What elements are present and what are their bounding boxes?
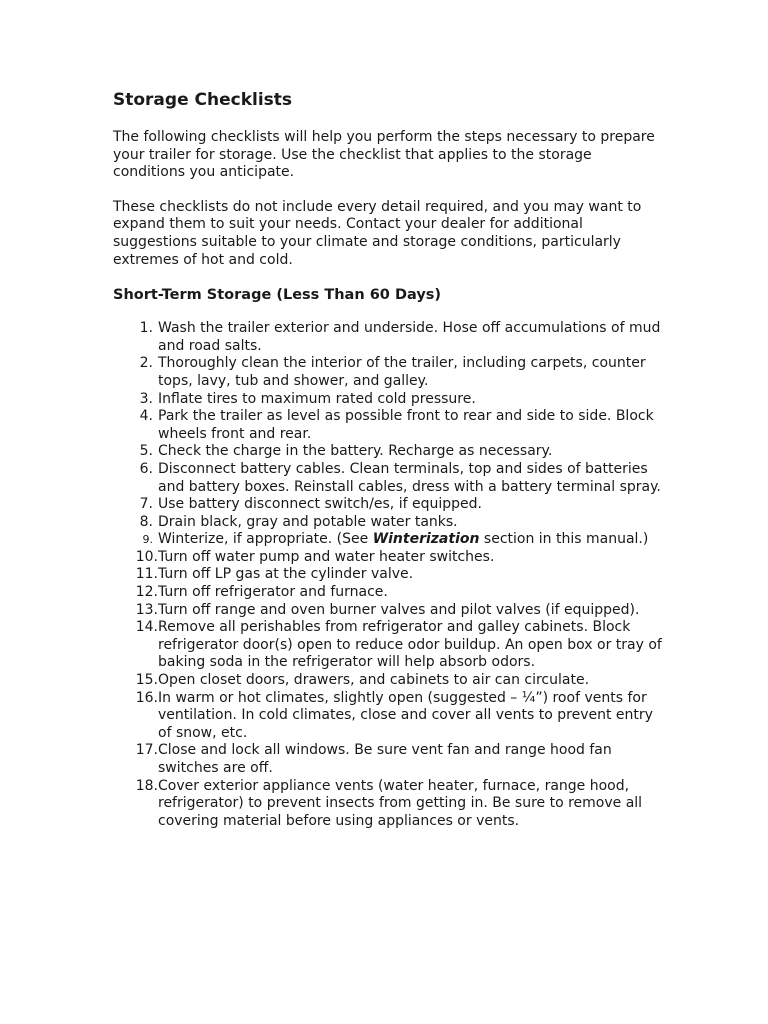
list-number: 8. — [139, 513, 153, 530]
list-item-text: Disconnect battery cables. Clean terminals, top and sides of batteries and battery boxes. Reinstall cables, dress with a battery terminal spray. — [158, 460, 661, 495]
list-item-text: Inflate tires to maximum rated cold pressure. — [158, 390, 476, 407]
list-item — [113, 549, 663, 567]
list-number: 9. — [142, 533, 153, 547]
list-item-text: Check the charge in the battery. Recharge as necessary. — [158, 443, 553, 460]
list-item-text: Turn off range and oven burner valves and pilot valves (if equipped). — [158, 601, 640, 618]
list-number: 18. — [135, 777, 158, 794]
list-item-text: Drain black, gray and potable water tanks. — [158, 513, 458, 530]
checklist — [113, 320, 663, 830]
list-item — [113, 602, 663, 620]
list-number: 17. — [135, 742, 158, 759]
list-item — [113, 690, 663, 743]
list-number: 11. — [135, 566, 158, 583]
list-number: 15. — [135, 672, 158, 689]
list-item — [113, 391, 663, 409]
list-item — [113, 443, 663, 461]
list-item — [113, 514, 663, 532]
list-number: 2. — [139, 355, 153, 372]
list-item-text: Turn off LP gas at the cylinder valve. — [158, 566, 414, 583]
list-number: 3. — [139, 390, 153, 407]
list-number: 5. — [139, 443, 153, 460]
list-item — [113, 408, 663, 443]
list-item-text: Wash the trailer exterior and underside. Hose off accumulations of mud and road salts. — [158, 320, 661, 354]
list-number: 13. — [135, 601, 158, 618]
list-item — [113, 584, 663, 602]
list-item — [113, 566, 663, 584]
page-title: Storage Checklists — [113, 90, 293, 110]
list-number: 10. — [135, 548, 158, 565]
list-item — [113, 461, 663, 496]
list-item-text: Turn off water pump and water heater switches. — [158, 548, 495, 565]
list-item-text: Park the trailer as level as possible front to rear and side to side. Block wheels front and rear. — [158, 408, 654, 442]
winterization-emphasis: Winterization — [372, 531, 480, 548]
list-item — [113, 619, 663, 672]
list-item — [113, 778, 663, 831]
list-item-text: Thoroughly clean the interior of the trailer, including carpets, counter tops, lavy, tub and shower, and galley. — [158, 355, 646, 389]
list-item — [113, 531, 663, 549]
list-item — [113, 355, 663, 390]
list-item — [113, 320, 663, 355]
list-number: 12. — [135, 584, 158, 601]
document-page — [113, 88, 663, 830]
list-number: 7. — [139, 496, 153, 513]
list-item — [113, 672, 663, 690]
list-item-text: Use battery disconnect switch/es, if equipped. — [158, 496, 482, 513]
list-item-text: Close and lock all windows. Be sure vent fan and range hood fan switches are off. — [158, 742, 612, 776]
item-text-after: section in this manual.) — [479, 531, 649, 548]
list-item-text: In warm or hot climates, slightly open (suggested – ¼”) roof vents for ventilation. In cold climates, close and cover all vents to prevent entry of snow, etc. — [158, 689, 653, 741]
intro-paragraph-2: These checklists do not include every detail required, and you may want to expand them to suit your needs. Contact your dealer for additional suggestions suitable to your climate and storage conditions, particularly extremes of hot and cold. — [113, 198, 642, 268]
list-item-text: Turn off refrigerator and furnace. — [158, 584, 388, 601]
list-item-text — [158, 531, 663, 549]
intro-paragraph-1: The following checklists will help you perform the steps necessary to prepare your trailer for storage. Use the checklist that applies to the storage conditions you anticipate. — [113, 129, 655, 181]
list-number: 4. — [139, 408, 153, 425]
list-number: 16. — [135, 689, 158, 706]
list-number: 6. — [139, 460, 153, 477]
list-item-text: Open closet doors, drawers, and cabinets to air can circulate. — [158, 672, 590, 689]
list-item — [113, 742, 663, 777]
item-text-before: Winterize, if appropriate. (See — [158, 531, 373, 548]
section-heading: Short-Term Storage (Less Than 60 Days) — [113, 287, 442, 304]
list-item — [113, 496, 663, 514]
list-number: 1. — [139, 320, 153, 337]
list-number: 14. — [135, 619, 158, 636]
list-item-text: Remove all perishables from refrigerator and galley cabinets. Block refrigerator door(s) open to reduce odor buildup. An open box or tray of baking soda in the refrigerator will help absorb odors. — [158, 619, 662, 671]
list-item-text: Cover exterior appliance vents (water heater, furnace, range hood, refrigerator) to prevent insects from getting in. Be sure to remove all covering material before using appliances or vents. — [158, 777, 643, 829]
